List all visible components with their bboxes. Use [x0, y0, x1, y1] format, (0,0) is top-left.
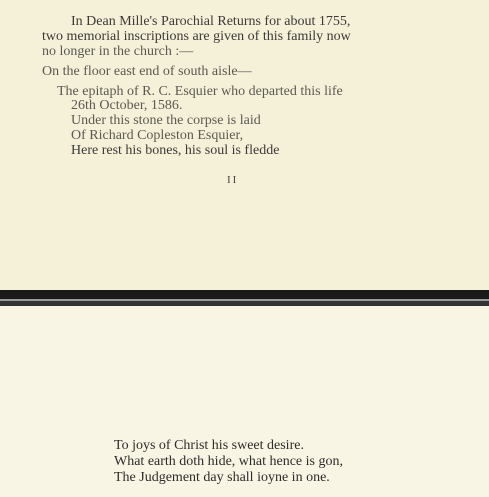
verse-line-2: What earth doth hide, what hence is gon, [114, 454, 343, 469]
verse-line-3: The Judgement day shall ioyne in one. [114, 470, 330, 485]
epitaph-verse-line-1: Under this stone the corpse is laid [71, 113, 261, 128]
epitaph-intro-line: The epitaph of R. C. Esquier who departed this life [57, 84, 343, 99]
location-line: On the floor east end of south aisle— [42, 64, 252, 79]
page-number: II [227, 174, 239, 186]
epitaph-date-line: 26th October, 1586. [71, 98, 183, 113]
page-gutter-shadow [0, 290, 489, 299]
epitaph-verse-line-2: Of Richard Copleston Esquier, [71, 128, 244, 143]
epitaph-verse-line-3: Here rest his bones, his soul is fledde [71, 143, 280, 158]
paragraph-line-3: no longer in the church :— [42, 44, 194, 59]
paragraph-line-2: two memorial inscriptions are given of this family now [42, 29, 351, 44]
verse-line-1: To joys of Christ his sweet desire. [114, 438, 304, 453]
paragraph-line-1: In Dean Mille's Parochial Returns for about 1755, [71, 14, 351, 29]
